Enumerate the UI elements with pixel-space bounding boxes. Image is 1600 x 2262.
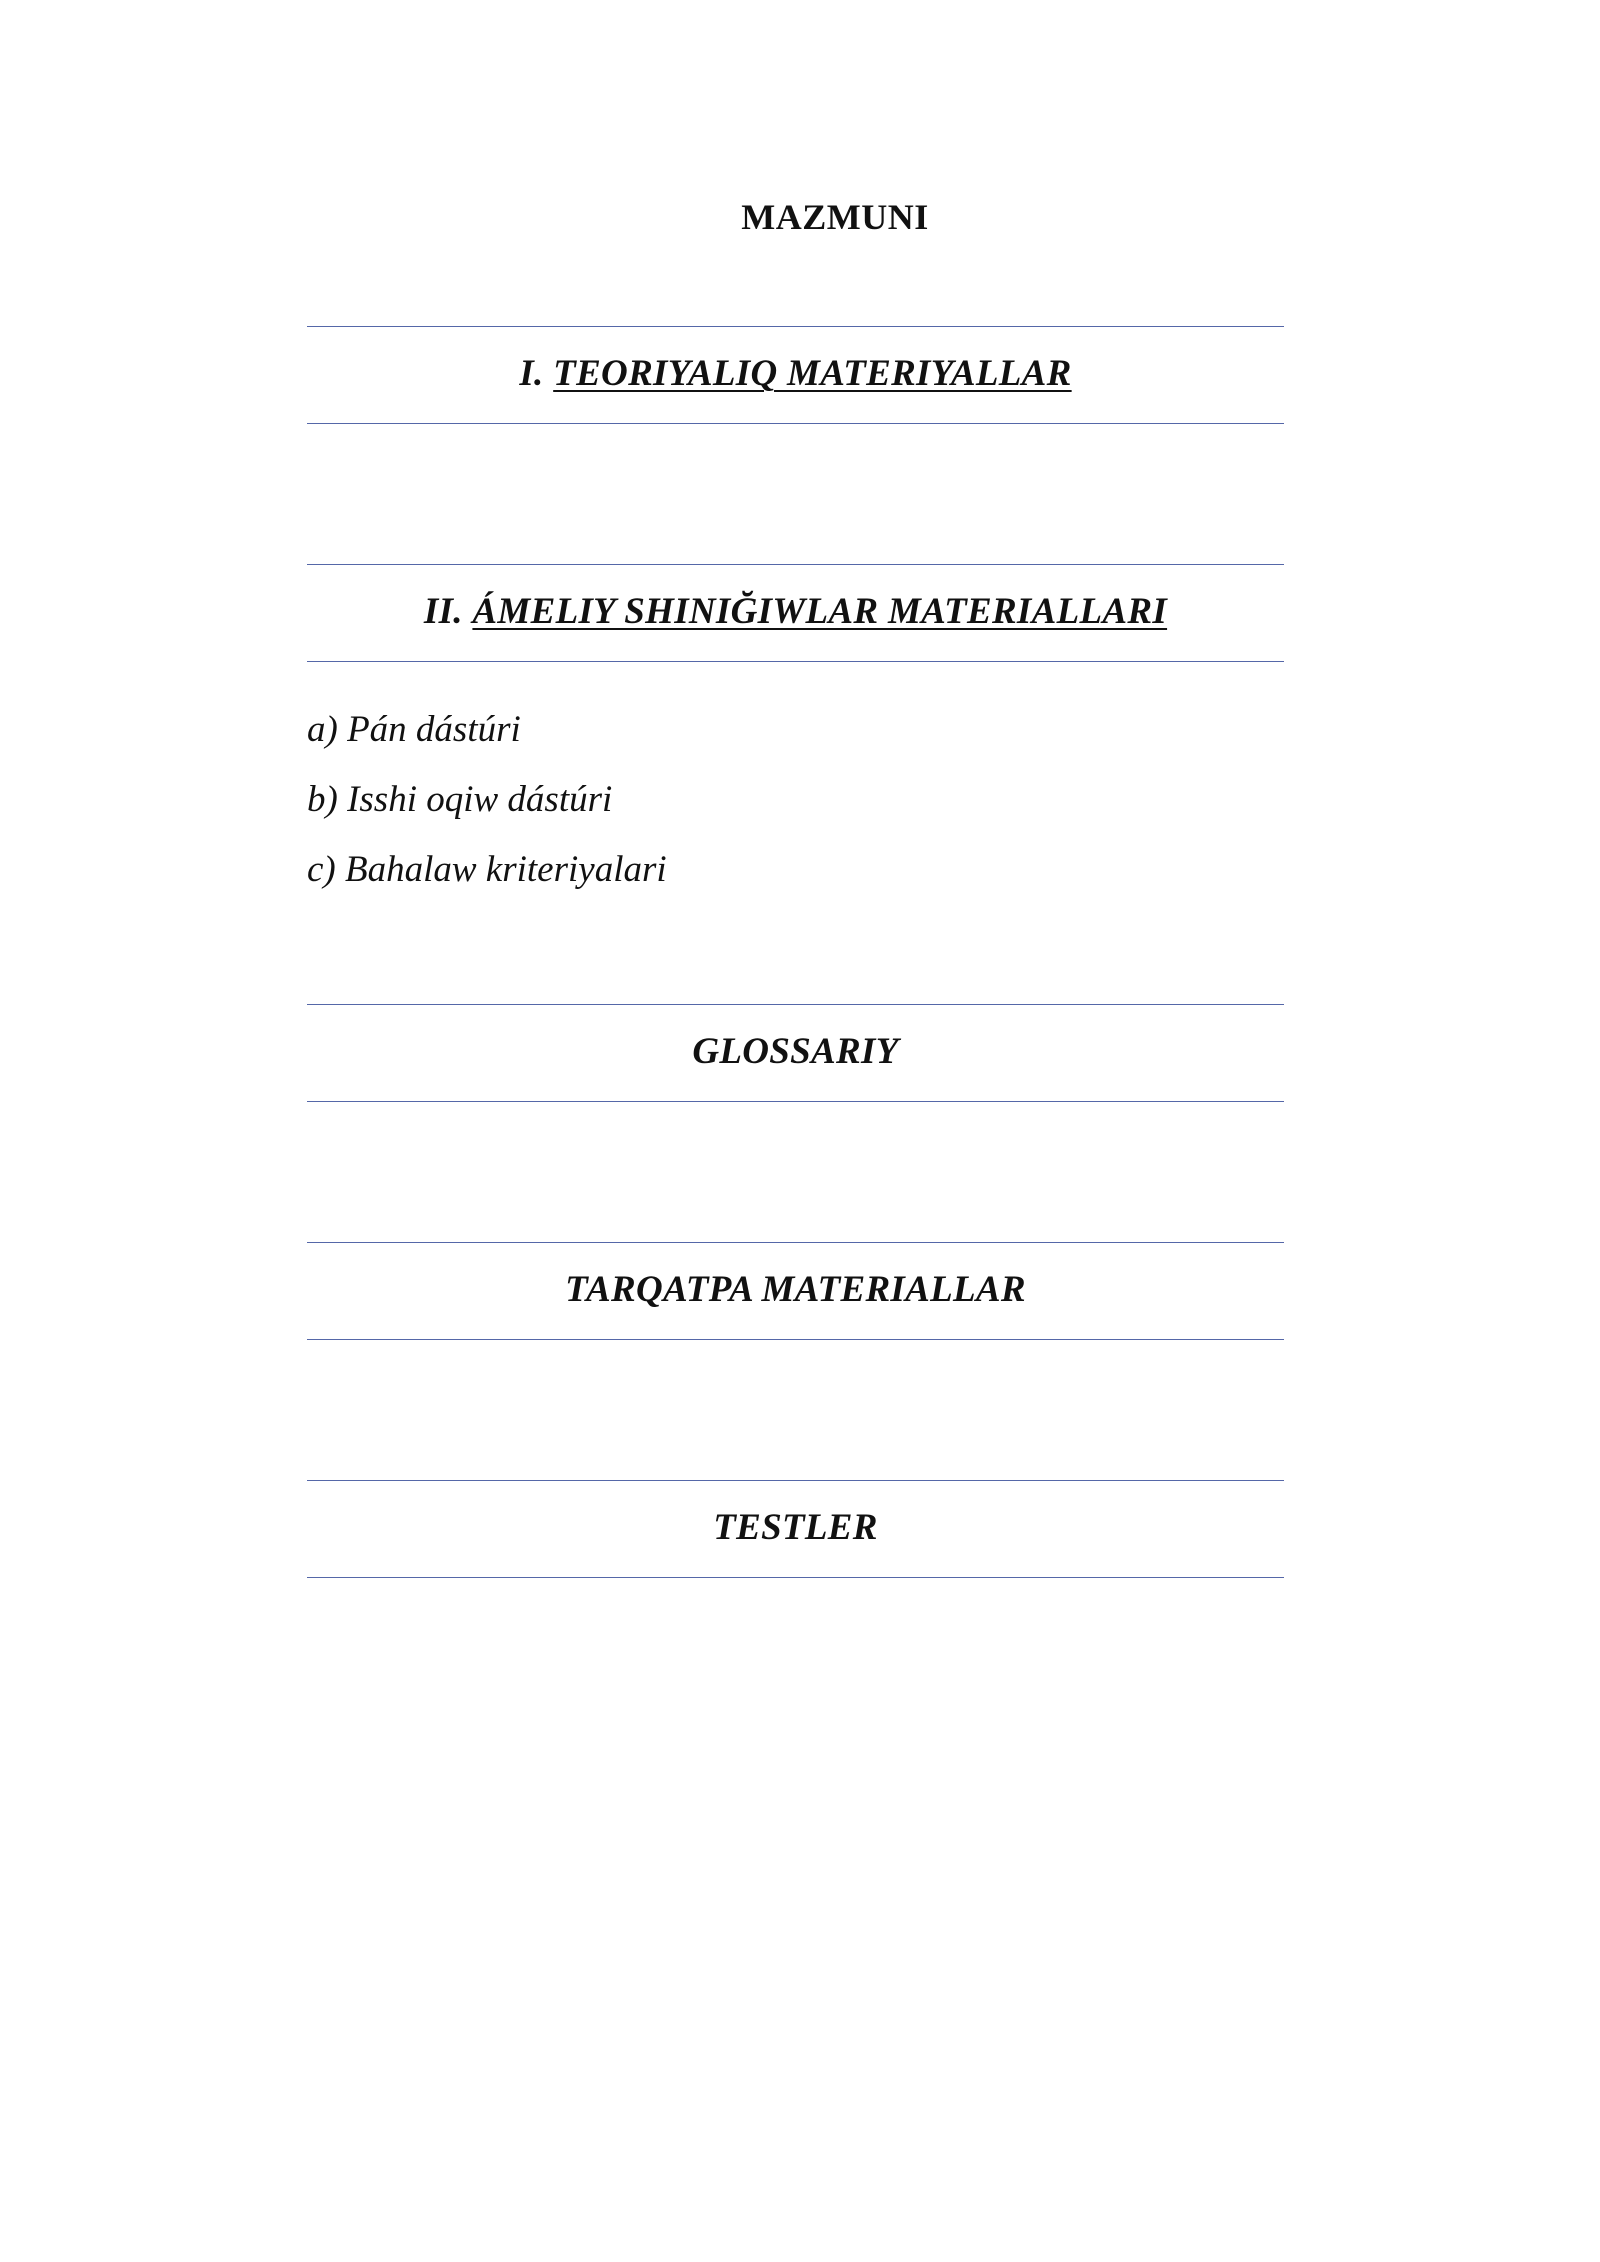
subitem-isshi-oqiw-dasturi: b) Isshi oqiw dástúri [307, 779, 613, 820]
section-heading-teoriyaliq[interactable] [307, 352, 1284, 395]
section-link-text: TEORIYALIQ MATERIYALLAR [553, 353, 1072, 394]
section-rule-top [307, 326, 1284, 327]
section-rule-bottom [307, 1339, 1284, 1340]
section-heading-glossariy [307, 1030, 1284, 1073]
section-rule-bottom [307, 1577, 1284, 1578]
section-label: TARQATPA MATERIALLAR [565, 1269, 1026, 1310]
subitem-bahalaw-kriteriyalari: c) Bahalaw kriteriyalari [307, 849, 667, 890]
section-rule-bottom [307, 423, 1284, 424]
page-title: MAZMUNI [741, 197, 929, 237]
section-link-text: ÁMELIY SHINIĞIWLAR MATERIALLARI [472, 591, 1168, 632]
section-number: II. [423, 591, 473, 632]
section-rule-bottom [307, 661, 1284, 662]
section-heading-ameliy[interactable] [307, 590, 1284, 633]
section-label: GLOSSARIY [692, 1031, 899, 1072]
section-label: TESTLER [713, 1507, 878, 1548]
section-rule-top [307, 564, 1284, 565]
section-rule-top [307, 1004, 1284, 1005]
section-heading-tarqatpa [307, 1268, 1284, 1311]
subitem-pan-dasturi: a) Pán dástúri [307, 709, 521, 750]
section-heading-testler [307, 1506, 1284, 1549]
section-rule-bottom [307, 1101, 1284, 1102]
section-rule-top [307, 1242, 1284, 1243]
section-rule-top [307, 1480, 1284, 1481]
section-number: I. [519, 353, 554, 394]
